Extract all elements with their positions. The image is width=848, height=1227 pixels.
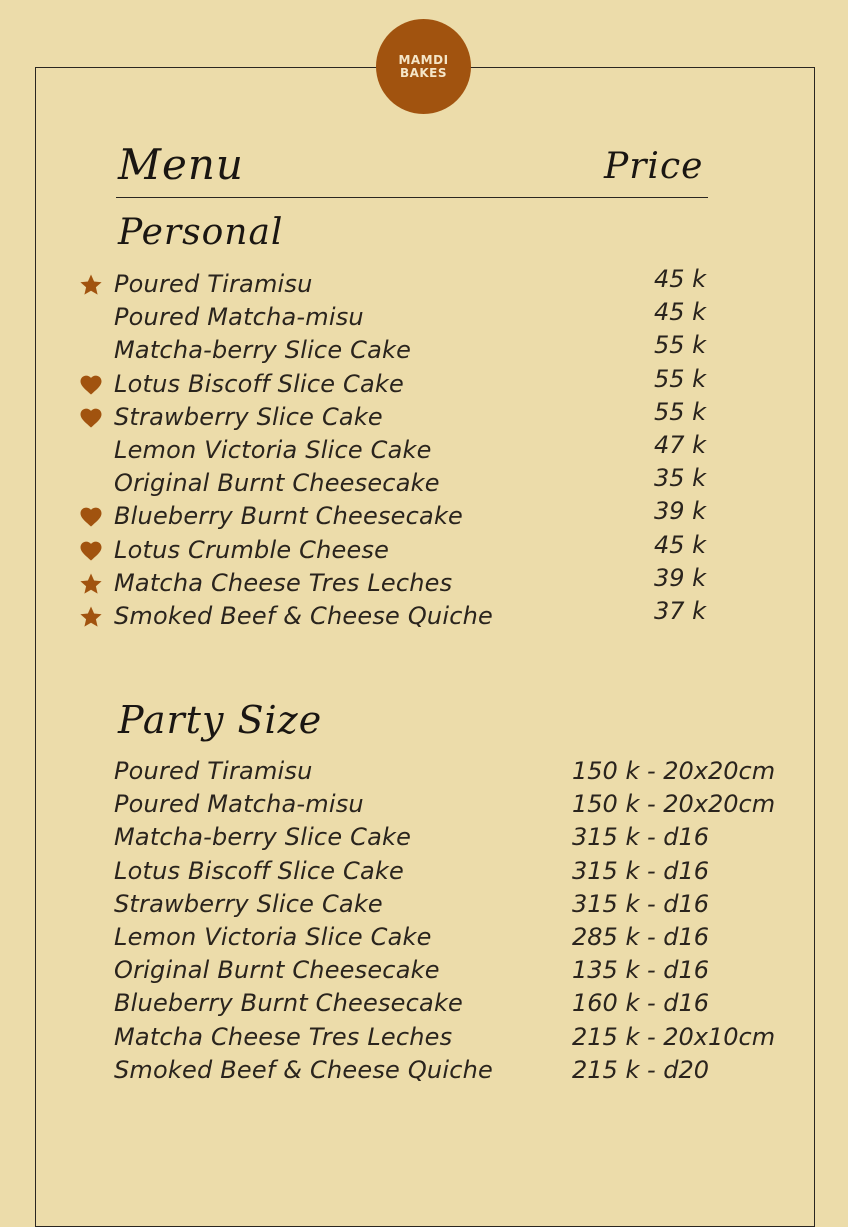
- menu-item-price: 315 k - d16: [572, 823, 710, 852]
- party-section-title: Party Size: [118, 698, 323, 742]
- menu-item-price: 47 k: [654, 431, 707, 459]
- menu-item-name: Lotus Biscoff Slice Cake: [114, 369, 404, 398]
- menu-item-name: Smoked Beef & Cheese Quiche: [114, 602, 493, 630]
- menu-item-row: [0, 530, 848, 569]
- menu-item-price: 315 k - d16: [572, 856, 710, 885]
- menu-item-row: [0, 790, 848, 823]
- menu-item-row: [0, 1056, 848, 1089]
- menu-item-price: 39 k: [654, 497, 707, 526]
- logo-line-2: BAKES: [399, 65, 448, 80]
- menu-item-price: 35 k: [654, 464, 707, 493]
- menu-item-row: [0, 397, 848, 436]
- menu-item-name: Blueberry Burnt Cheesecake: [114, 989, 464, 1018]
- brand-logo: [376, 19, 471, 114]
- heart-icon: [78, 505, 104, 529]
- star-icon: [78, 605, 104, 629]
- menu-item-name: Strawberry Slice Cake: [114, 889, 383, 918]
- menu-heading: Menu: [118, 140, 244, 189]
- menu-item-price: 315 k - d16: [572, 889, 710, 918]
- menu-item-row: [0, 563, 848, 602]
- menu-item-name: Poured Matcha-misu: [114, 303, 364, 332]
- menu-item-row: [0, 1023, 848, 1056]
- menu-item-name: Poured Matcha-misu: [114, 790, 364, 819]
- header-divider: [116, 197, 708, 198]
- menu-item-row: [0, 497, 848, 535]
- heart-icon: [78, 406, 104, 430]
- menu-item-row: [0, 265, 848, 303]
- menu-item-row: [0, 890, 848, 923]
- menu-item-name: Strawberry Slice Cake: [114, 402, 383, 431]
- star-icon: [78, 273, 104, 297]
- menu-item-row: [0, 989, 848, 1022]
- menu-item-name: Matcha-berry Slice Cake: [114, 823, 412, 852]
- logo-line-1: MAMDI: [398, 52, 449, 67]
- menu-item-price: 39 k: [654, 563, 707, 592]
- menu-item-price: 285 k - d16: [572, 923, 710, 951]
- menu-item-price: 45 k: [654, 265, 707, 293]
- menu-item-row: [0, 431, 848, 469]
- menu-item-name: Lotus Biscoff Slice Cake: [114, 856, 404, 885]
- menu-item-row: [0, 597, 848, 635]
- menu-item-price: 55 k: [654, 397, 707, 426]
- menu-item-row: [0, 823, 848, 856]
- menu-item-name: Poured Tiramisu: [114, 757, 313, 785]
- menu-item-name: Poured Tiramisu: [114, 270, 313, 298]
- menu-item-row: [0, 298, 848, 336]
- heart-icon: [78, 539, 104, 563]
- menu-item-row: [0, 364, 848, 403]
- menu-item-row: [0, 857, 848, 890]
- menu-item-row: [0, 757, 848, 790]
- menu-item-name: Lemon Victoria Slice Cake: [114, 436, 432, 464]
- menu-item-name: Matcha-berry Slice Cake: [114, 336, 412, 365]
- menu-item-price: 150 k - 20x20cm: [572, 757, 776, 785]
- menu-item-price: 150 k - 20x20cm: [572, 790, 776, 819]
- menu-item-row: [0, 331, 848, 369]
- menu-item-price: 215 k - d20: [572, 1055, 710, 1084]
- menu-item-row: [0, 956, 848, 989]
- menu-item-name: Original Burnt Cheesecake: [114, 469, 440, 498]
- menu-item-price: 55 k: [654, 364, 707, 393]
- menu-item-name: Lemon Victoria Slice Cake: [114, 923, 432, 951]
- menu-item-name: Matcha Cheese Tres Leches: [114, 1022, 453, 1051]
- menu-item-price: 215 k - 20x10cm: [572, 1022, 776, 1051]
- price-heading: Price: [604, 146, 704, 187]
- menu-item-price: 135 k - d16: [572, 956, 710, 985]
- menu-item-name: Blueberry Burnt Cheesecake: [114, 502, 464, 531]
- menu-item-name: Original Burnt Cheesecake: [114, 956, 440, 985]
- menu-item-price: 45 k: [654, 298, 707, 327]
- heart-icon: [78, 373, 104, 397]
- menu-item-price: 55 k: [654, 331, 707, 360]
- menu-item-price: 160 k - d16: [572, 989, 710, 1018]
- menu-item-row: [0, 923, 848, 956]
- menu-item-name: Lotus Crumble Cheese: [114, 535, 390, 564]
- star-icon: [78, 572, 104, 596]
- personal-section-title: Personal: [118, 212, 284, 253]
- menu-item-name: Smoked Beef & Cheese Quiche: [114, 1055, 493, 1084]
- menu-item-row: [0, 464, 848, 502]
- menu-item-price: 37 k: [654, 597, 707, 625]
- menu-item-price: 45 k: [654, 530, 707, 559]
- menu-item-name: Matcha Cheese Tres Leches: [114, 568, 453, 597]
